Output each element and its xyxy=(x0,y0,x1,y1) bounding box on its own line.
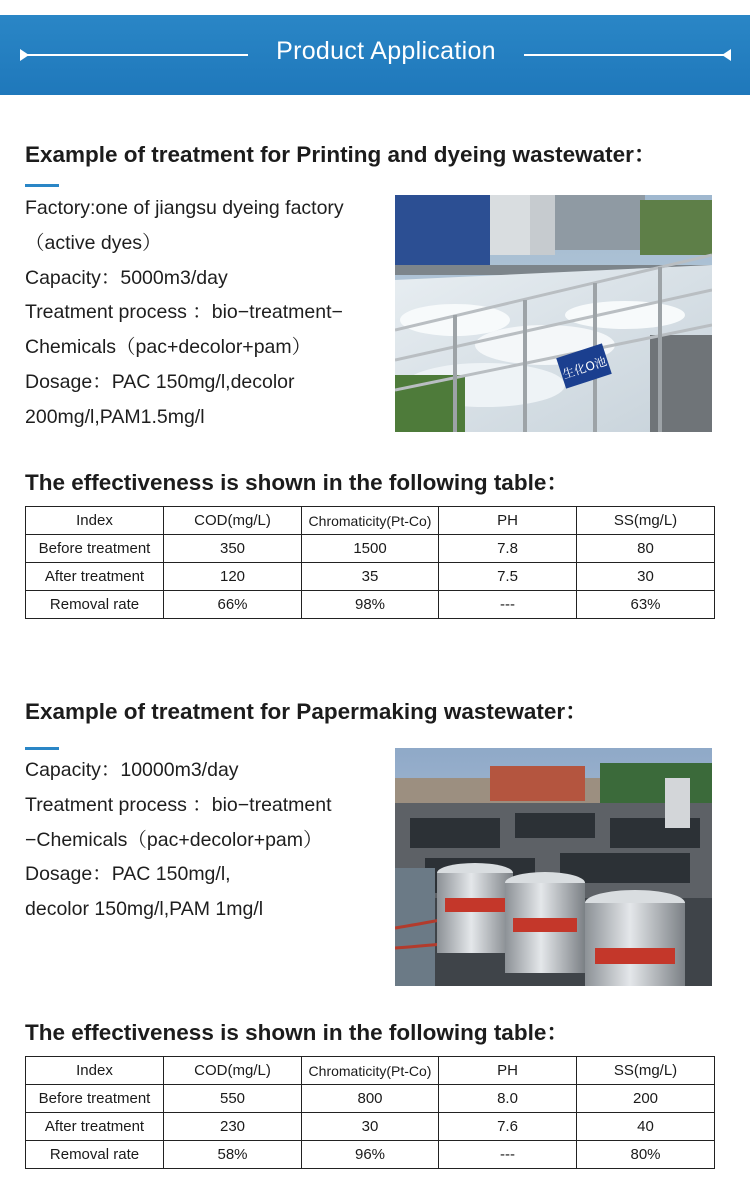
table-header-cell: SS(mg/L) xyxy=(577,1057,715,1085)
table-cell: --- xyxy=(439,1141,577,1169)
description-line: −Chemicals（pac+decolor+pam） xyxy=(25,828,323,851)
table-row xyxy=(26,1085,715,1113)
section2-results-table xyxy=(25,1056,715,1169)
table-cell: 63% xyxy=(577,591,715,619)
table-header-cell: Index xyxy=(26,507,164,535)
table-cell: 98% xyxy=(302,591,439,619)
table-cell: Removal rate xyxy=(26,591,164,619)
banner-divider-right xyxy=(524,54,731,56)
table-header-cell: COD(mg/L) xyxy=(164,1057,302,1085)
description-line: Factory:one of jiangsu dyeing factory xyxy=(25,197,344,219)
table-cell: 350 xyxy=(164,535,302,563)
section2-heading: Example of treatment for Papermaking wastewater： xyxy=(25,699,588,724)
table-header-cell: COD(mg/L) xyxy=(164,507,302,535)
table-cell: 230 xyxy=(164,1113,302,1141)
table-cell: 30 xyxy=(577,563,715,591)
table-cell: 30 xyxy=(302,1113,439,1141)
table-cell: Before treatment xyxy=(26,535,164,563)
table-header-cell: SS(mg/L) xyxy=(577,507,715,535)
table-cell: --- xyxy=(439,591,577,619)
banner-divider-left xyxy=(22,54,248,56)
table-cell: 1500 xyxy=(302,535,439,563)
table-cell: 7.5 xyxy=(439,563,577,591)
table-cell: 7.8 xyxy=(439,535,577,563)
table-cell: 200 xyxy=(577,1085,715,1113)
section1-description xyxy=(25,191,344,435)
table-header-row xyxy=(26,1057,715,1085)
table-header-cell: Index xyxy=(26,1057,164,1085)
table-cell: 80 xyxy=(577,535,715,563)
table-cell: After treatment xyxy=(26,563,164,591)
table-cell: 120 xyxy=(164,563,302,591)
section1-results-table xyxy=(25,506,715,619)
section2-accent-bar xyxy=(25,747,59,750)
table-cell: 66% xyxy=(164,591,302,619)
table-cell: 96% xyxy=(302,1141,439,1169)
table-header-cell: PH xyxy=(439,507,577,535)
dyeing-plant-photo xyxy=(395,195,712,432)
table-row xyxy=(26,1113,715,1141)
tank-sign-label: 生化O池 xyxy=(560,354,609,382)
table-cell: 40 xyxy=(577,1113,715,1141)
header-banner xyxy=(0,15,750,95)
description-line: decolor 150mg/l,PAM 1mg/l xyxy=(25,898,264,921)
table-cell: 550 xyxy=(164,1085,302,1113)
description-line: Capacity：5000m3/day xyxy=(25,266,228,289)
table-cell: Removal rate xyxy=(26,1141,164,1169)
table-row xyxy=(26,535,715,563)
description-line: Dosage：PAC 150mg/l,decolor xyxy=(25,370,295,393)
table-cell: Before treatment xyxy=(26,1085,164,1113)
table-cell: 80% xyxy=(577,1141,715,1169)
table-cell: 7.6 xyxy=(439,1113,577,1141)
description-line: Treatment process ：bio−treatment xyxy=(25,793,332,816)
section1-table-heading: The effectiveness is shown in the following table： xyxy=(25,470,569,495)
table-header-cell: Chromaticity(Pt-Co) xyxy=(302,507,439,535)
table-header-cell: Chromaticity(Pt-Co) xyxy=(302,1057,439,1085)
table-cell: 58% xyxy=(164,1141,302,1169)
table-row xyxy=(26,563,715,591)
table-header-row xyxy=(26,507,715,535)
description-line: 200mg/l,PAM1.5mg/l xyxy=(25,405,205,428)
table-cell: 8.0 xyxy=(439,1085,577,1113)
table-row xyxy=(26,591,715,619)
table-cell: 35 xyxy=(302,563,439,591)
table-cell: 800 xyxy=(302,1085,439,1113)
table-header-cell: PH xyxy=(439,1057,577,1085)
description-line: Dosage：PAC 150mg/l, xyxy=(25,863,231,886)
description-line: Treatment process ：bio−treatment− xyxy=(25,301,343,324)
description-line: （active dyes） xyxy=(25,231,162,254)
section2-table-heading: The effectiveness is shown in the following table： xyxy=(25,1020,569,1045)
section1-accent-bar xyxy=(25,184,59,187)
table-cell: After treatment xyxy=(26,1113,164,1141)
section1-heading: Example of treatment for Printing and dyeing wastewater： xyxy=(25,142,657,167)
table-row xyxy=(26,1141,715,1169)
page-title: Product Application xyxy=(276,37,496,65)
section2-description xyxy=(25,753,332,927)
description-line: Capacity：10000m3/day xyxy=(25,759,239,781)
arrow-left-icon xyxy=(722,49,731,61)
papermaking-plant-photo xyxy=(395,748,712,986)
description-line: Chemicals（pac+decolor+pam） xyxy=(25,336,312,359)
